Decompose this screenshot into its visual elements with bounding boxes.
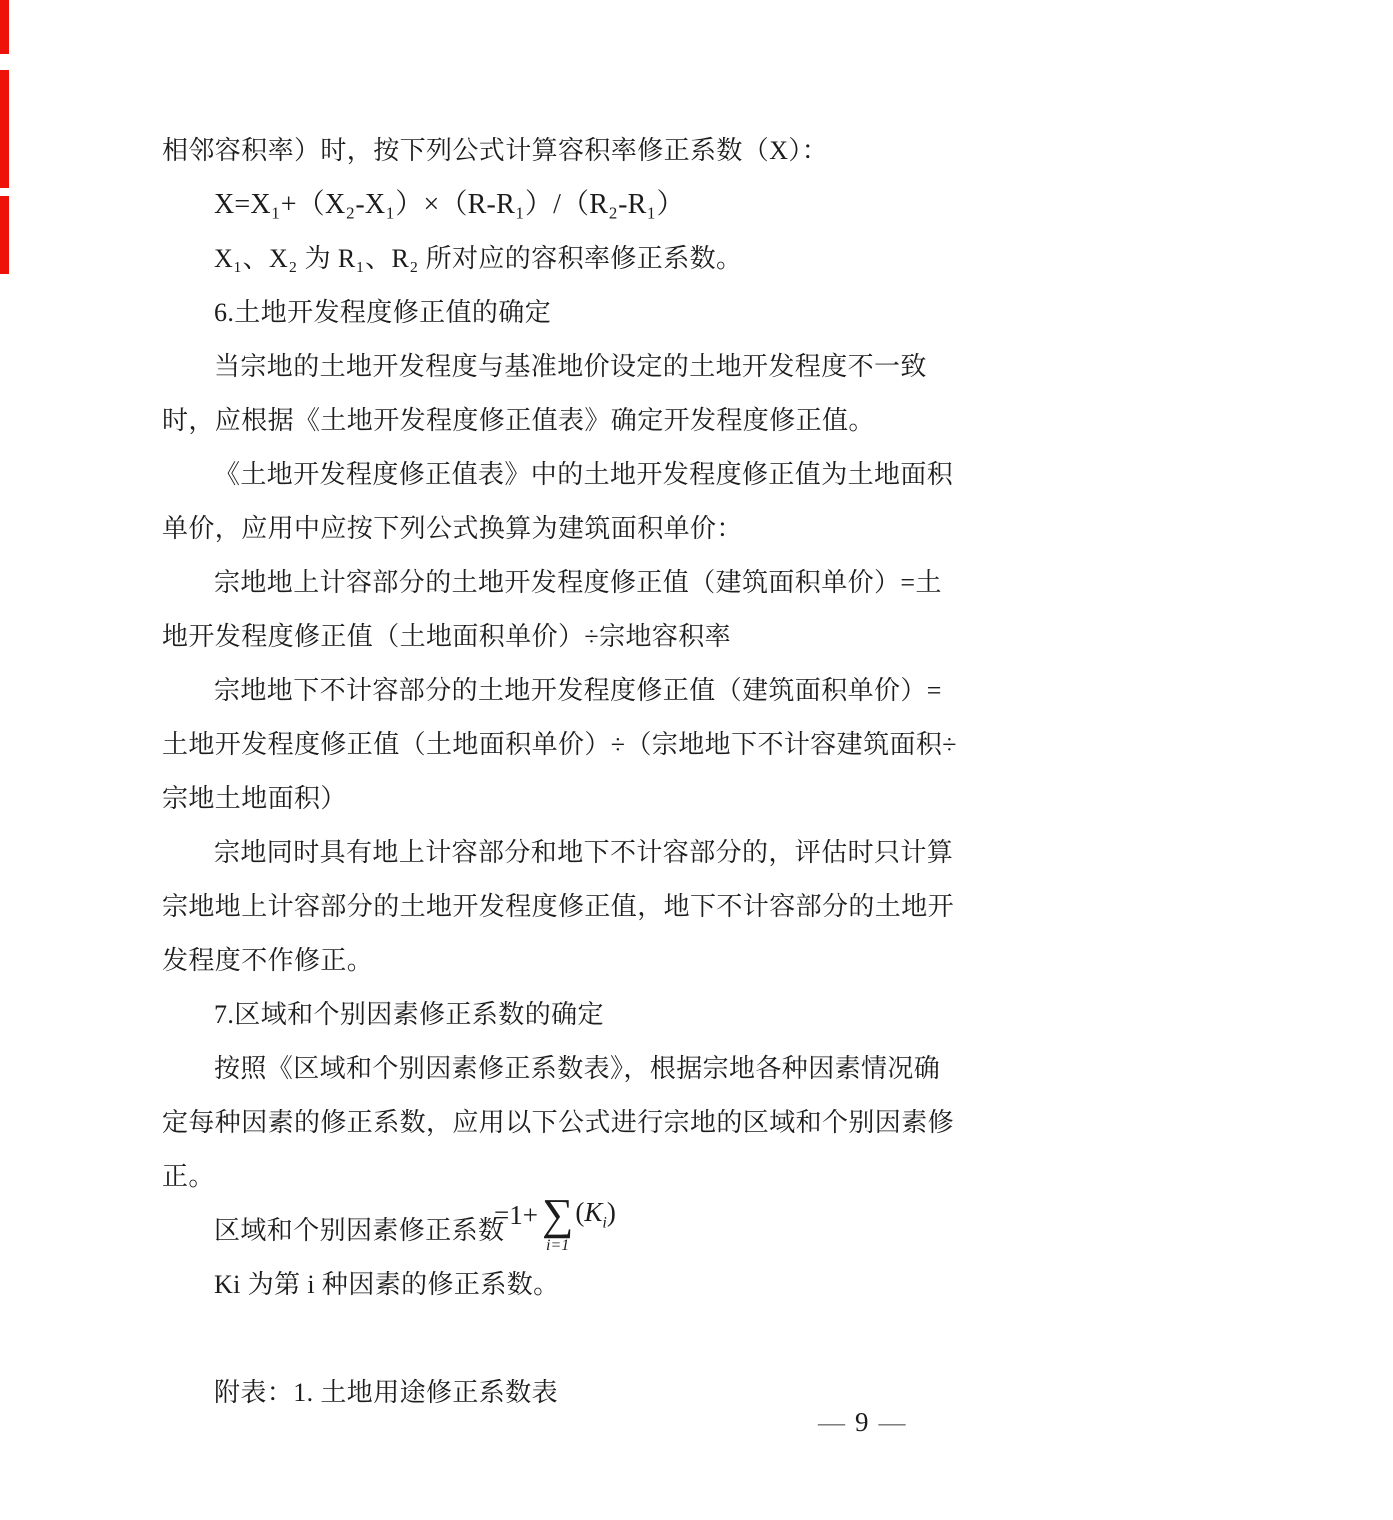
formula-label: 区域和个别因素修正系数 xyxy=(214,1216,505,1245)
text-line: 按照《区域和个别因素修正系数表》，根据宗地各种因素情况确 xyxy=(214,1054,941,1083)
summation-formula xyxy=(494,1185,616,1261)
section-heading: 7.区域和个别因素修正系数的确定 xyxy=(214,1000,604,1029)
text-line: 正。 xyxy=(162,1162,215,1191)
k-subscript: i xyxy=(602,1214,607,1232)
paren-close: ) xyxy=(606,1197,616,1228)
formula-term xyxy=(575,1197,615,1232)
text-line: 定每种因素的修正系数，应用以下公式进行宗地的区域和个别因素修 xyxy=(162,1108,955,1137)
sigma-icon: ∑ xyxy=(541,1189,574,1239)
text-line: 宗地地上计容部分的土地开发程度修正值，地下不计容部分的土地开 xyxy=(162,892,955,921)
text-line: 宗地土地面积） xyxy=(162,784,347,813)
red-scan-mark xyxy=(0,70,9,188)
page-number-dash: — xyxy=(878,1407,906,1437)
red-scan-mark xyxy=(0,0,9,54)
text-line: 时，应根据《土地开发程度修正值表》确定开发程度修正值。 xyxy=(162,406,875,435)
formula-text-line: X=X₁+（X₂-X₁）×（R-R₁）/（R₂-R₁） xyxy=(214,189,685,220)
text-line: 单价，应用中应按下列公式换算为建筑面积单价： xyxy=(162,514,743,543)
text-line: 宗地地下不计容部分的土地开发程度修正值（建筑面积单价）= xyxy=(214,676,942,705)
text-line: 相邻容积率）时，按下列公式计算容积率修正系数（X）： xyxy=(162,136,829,165)
text-line: 宗地地上计容部分的土地开发程度修正值（建筑面积单价）=土 xyxy=(214,568,942,597)
document-content xyxy=(162,124,992,1420)
paren-open: ( xyxy=(575,1197,585,1228)
text-line: 当宗地的土地开发程度与基准地价设定的土地开发程度不一致 xyxy=(214,352,927,381)
appendix-line: 附表：1. 土地用途修正系数表 xyxy=(214,1378,559,1407)
formula-prefix: =1+ xyxy=(494,1199,538,1230)
text-line: 《土地开发程度修正值表》中的土地开发程度修正值为土地面积 xyxy=(214,460,954,489)
sigma-block xyxy=(541,1189,574,1254)
summation-formula-line xyxy=(162,1189,992,1258)
k-variable: K xyxy=(584,1197,603,1228)
red-scan-mark xyxy=(0,196,9,274)
page-number-dash: — xyxy=(818,1407,845,1437)
sigma-lower-limit: i=1 xyxy=(546,1236,570,1254)
section-heading: 6.土地开发程度修正值的确定 xyxy=(214,298,552,327)
text-line: 土地开发程度修正值（土地面积单价）÷（宗地地下不计容建筑面积÷ xyxy=(162,730,957,759)
page-number-value: 9 xyxy=(855,1407,869,1437)
text-line: 地开发程度修正值（土地面积单价）÷宗地容积率 xyxy=(162,622,732,651)
text-line: 宗地同时具有地上计容部分和地下不计容部分的，评估时只计算 xyxy=(214,838,954,867)
formula-text-line: X₁、X₂ 为 R₁、R₂ 所对应的容积率修正系数。 xyxy=(214,244,743,273)
page-number xyxy=(818,1407,906,1437)
text-line: Ki 为第 i 种因素的修正系数。 xyxy=(214,1270,560,1299)
text-line: 发程度不作修正。 xyxy=(162,946,374,975)
